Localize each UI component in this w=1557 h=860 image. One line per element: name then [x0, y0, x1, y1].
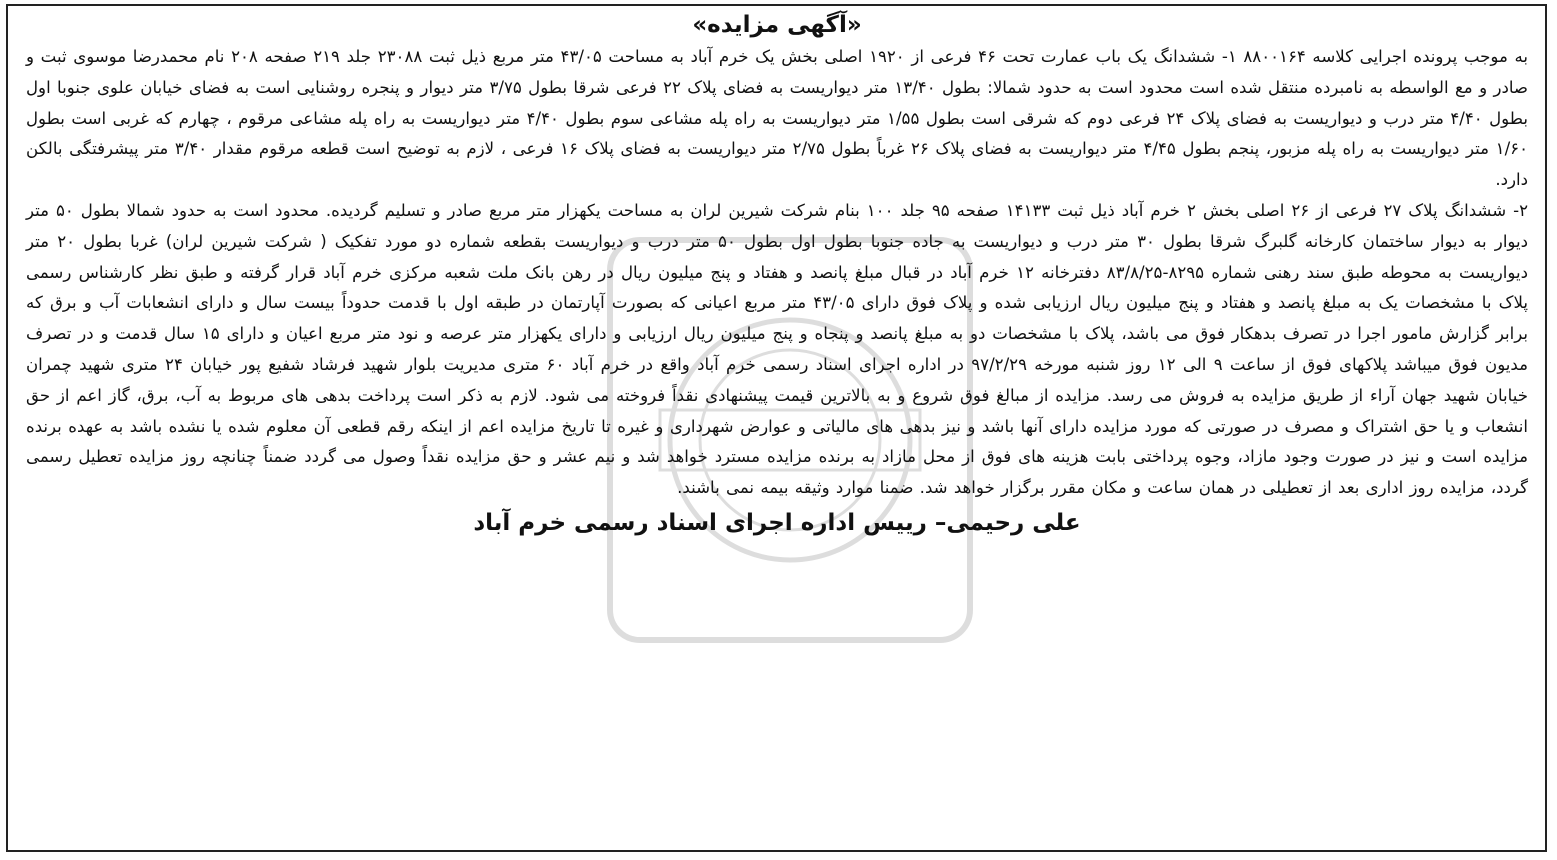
paragraph-one: به موجب پرونده اجرایی کلاسه ۸۸۰۰۱۶۴ ۱- ششدانگ یک باب عمارت تحت ۴۶ فرعی از ۱۹۲۰ اصلی بخش یک خرم آباد به مساحت ۴۳/۰۵ متر مربع ذیل ثبت ۲۳۰۸۸ جلد ۲۱۹ صفحه ۲۰۸ نام محمدرضا موسوی ثبت و صادر و مع الواسطه به نامبرده منتقل شده است محدود است به حدود شمالا: بطول ۱۳/۴۰ متر دیواریست به فضای پلاک ۲۲ فرعی شرقا بطول ۳/۷۵ متر دیوار و پنجره روشنایی است به فضای خیابان علوی جنوبا اول بطول ۴/۴۰ متر درب و دیواریست به فضای پلاک ۲۴ فرعی دوم که شرقی است بطول ۱/۵۵ متر دیواریست به راه پله مشاعی سوم بطول ۴/۴۰ متر دیواریست به راه پله مشاعی مرقوم ، چهارم که غربی است بطول ۱/۶۰ متر دیواریست به راه پله مزبور، پنجم بطول ۴/۴۵ متر دیواریست به فضای پلاک ۲۶ غرباً بطول ۲/۷۵ متر دیواریست به فضای پلاک ۱۶ فرعی ، لازم به توضیح است قطعه مرقوم مقدار ۳/۴۰ متر پیشرفتگی بالکن دارد. — [26, 47, 1529, 190]
notice-title: «آگهی مزایده» — [692, 12, 862, 38]
notice-body — [26, 10, 1528, 540]
signature-line: علی رحیمی– رییس اداره اجرای اسناد رسمی خرم آباد — [473, 509, 1081, 536]
paragraph-two: ۲- ششدانگ پلاک ۲۷ فرعی از ۲۶ اصلی بخش ۲ خرم آباد ذیل ثبت ۱۴۱۳۳ صفحه ۹۵ جلد ۱۰۰ بنام شرکت شیرین لران به مساحت یکهزار متر مربع صادر و تسلیم گردیده. محدود است به حدود شمالا بطول ۵۰ متر دیوار به دیوار ساختمان کارخانه گلبرگ شرقا بطول ۳۰ متر درب و دیواریست به جاده جنوبا بطول اول بطول ۵۰ متر درب و دیواریست بقطعه شماره دو مورد تفکیک ( شرکت شیرین لران) غربا بطول ۲۰ متر دیواریست به محوطه طبق سند رهنی شماره ۸۲۹۵-۸۳/۸/۲۵ دفترخانه ۱۲ خرم آباد در قبال مبلغ پانصد و هفتاد و پنج میلیون ریال در رهن بانک ملت شعبه مرکزی خرم آباد قرار گرفته و طبق نظر کارشناس رسمی پلاک با مشخصات یک به مبلغ پانصد و هفتاد و پنج میلیون ریال ارزیابی شده و پلاک فوق دارای ۴۳/۰۵ متر مربع اعیانی که بصورت آپارتمان در طبقه اول با قدمت حدوداً بیست سال و دارای انشعابات آب و برق که برابر گزارش مامور اجرا در تصرف بدهکار فوق می باشد، پلاک با مشخصات دو به مبلغ پانصد و پنجاه و پنج میلیون ریال ارزیابی و دارای یکهزار متر عرصه و نود متر مربع اعیان و دارای ۱۵ سال قدمت و در تصرف مدیون فوق میباشد پلاکهای فوق از ساعت ۹ الی ۱۲ روز شنبه مورخه ۹۷/۲/۲۹ در اداره اجرای اسناد رسمی خرم آباد واقع در خرم آباد ۶۰ متری مدیریت بلوار شهید فرشاد شفیع پور خیابان ۲۴ متری شهید چمران خیابان شهید جهان آراء از طریق مزایده به فروش می رسد. مزایده از مبالغ فوق شروع و به بالاترین قیمت پیشنهادی نقداً فروخته می شود. لازم به ذکر است پرداخت بدهی های مربوط به آب، برق، گاز اعم از حق انشعاب و یا حق اشتراک و مصرف در صورتی که مورد مزایده دارای آنها باشد و نیز بدهی های مالیاتی و عوارض شهرداری و غیره تا تاریخ مزایده اعم از اینکه رقم قطعی آن معلوم شده یا نشده باشد به عهده برنده مزایده است و نیز در صورت وجود مازاد، وجوه پرداختی بابت هزینه های فوق از محل مازاد به برنده مزایده مسترد خواهد شد و نیم عشر و حق مزایده نقداً وصول می گردد ضمناً چنانچه روز مزایده تعطیل رسمی گردد، مزایده روز اداری بعد از تعطیلی در همان ساعت و مکان مقرر برگزار خواهد شد. ضمنا موارد وثیقه بیمه نمی باشند. — [26, 200, 1529, 498]
